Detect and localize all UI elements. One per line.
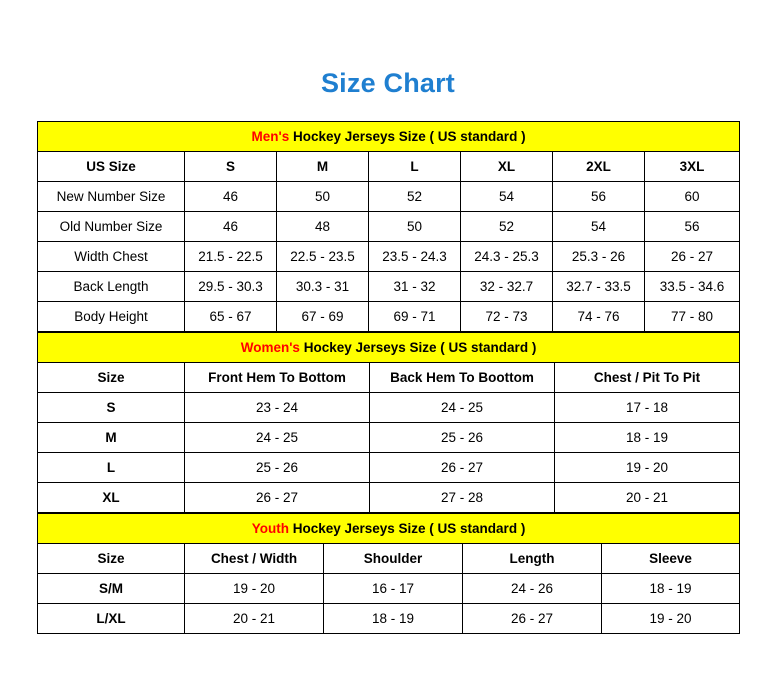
mens-row-1-val-2: 50 — [369, 212, 461, 242]
mens-section-header-cell — [38, 122, 740, 152]
page-title: Size Chart — [320, 68, 456, 98]
mens-row-2-val-1: 22.5 - 23.5 — [277, 242, 369, 272]
mens-row-3-val-0: 29.5 - 30.3 — [185, 272, 277, 302]
youth-row-0-label: S/M — [38, 574, 185, 604]
table-row — [38, 453, 740, 483]
youth-row-0-val-3: 18 - 19 — [602, 574, 740, 604]
mens-row-2-val-3: 24.3 - 25.3 — [461, 242, 553, 272]
womens-row-1-val-2: 18 - 19 — [555, 423, 740, 453]
womens-column-headers — [38, 363, 740, 393]
mens-row-0-label: New Number Size — [38, 182, 185, 212]
mens-row-0-val-2: 52 — [369, 182, 461, 212]
womens-row-2-label: L — [38, 453, 185, 483]
youth-section-header-cell — [38, 514, 740, 544]
table-row — [38, 182, 740, 212]
mens-col-6: 3XL — [645, 152, 740, 182]
womens-header-accent: Women's — [240, 340, 300, 355]
mens-row-4-val-2: 69 - 71 — [369, 302, 461, 332]
womens-row-2-val-1: 26 - 27 — [370, 453, 555, 483]
mens-row-2-val-4: 25.3 - 26 — [553, 242, 645, 272]
mens-col-1: S — [185, 152, 277, 182]
mens-size-table — [37, 121, 740, 332]
mens-row-2-val-2: 23.5 - 24.3 — [369, 242, 461, 272]
womens-size-table — [37, 332, 740, 513]
mens-row-3-val-3: 32 - 32.7 — [461, 272, 553, 302]
mens-row-1-val-5: 56 — [645, 212, 740, 242]
womens-col-2: Back Hem To Boottom — [370, 363, 555, 393]
womens-section-header-cell — [38, 333, 740, 363]
mens-header-rest: Hockey Jerseys Size ( US standard ) — [289, 129, 526, 144]
mens-row-1-val-3: 52 — [461, 212, 553, 242]
mens-col-2: M — [277, 152, 369, 182]
womens-row-0-val-0: 23 - 24 — [185, 393, 370, 423]
table-row — [38, 604, 740, 634]
table-row — [38, 393, 740, 423]
table-row — [38, 302, 740, 332]
womens-row-1-val-1: 25 - 26 — [370, 423, 555, 453]
womens-section-header — [38, 333, 740, 363]
youth-row-0-val-0: 19 - 20 — [185, 574, 324, 604]
womens-row-0-val-1: 24 - 25 — [370, 393, 555, 423]
mens-header-accent: Men's — [251, 129, 290, 144]
youth-row-0-val-2: 24 - 26 — [463, 574, 602, 604]
womens-row-3-val-2: 20 - 21 — [555, 483, 740, 513]
table-row — [38, 212, 740, 242]
youth-column-headers — [38, 544, 740, 574]
womens-col-0: Size — [38, 363, 185, 393]
mens-row-4-val-5: 77 - 80 — [645, 302, 740, 332]
womens-row-0-val-2: 17 - 18 — [555, 393, 740, 423]
womens-row-3-val-0: 26 - 27 — [185, 483, 370, 513]
mens-row-4-val-1: 67 - 69 — [277, 302, 369, 332]
mens-row-2-label: Width Chest — [38, 242, 185, 272]
womens-row-2-val-0: 25 - 26 — [185, 453, 370, 483]
mens-row-3-label: Back Length — [38, 272, 185, 302]
youth-col-2: Shoulder — [324, 544, 463, 574]
mens-row-3-val-5: 33.5 - 34.6 — [645, 272, 740, 302]
mens-row-0-val-0: 46 — [185, 182, 277, 212]
mens-row-0-val-4: 56 — [553, 182, 645, 212]
mens-col-5: 2XL — [553, 152, 645, 182]
mens-col-4: XL — [461, 152, 553, 182]
mens-row-1-label: Old Number Size — [38, 212, 185, 242]
youth-section-header — [38, 514, 740, 544]
mens-row-3-val-2: 31 - 32 — [369, 272, 461, 302]
mens-section-header — [38, 122, 740, 152]
youth-header-accent: Youth — [251, 521, 289, 536]
womens-row-1-val-0: 24 - 25 — [185, 423, 370, 453]
womens-col-3: Chest / Pit To Pit — [555, 363, 740, 393]
womens-row-1-label: M — [38, 423, 185, 453]
womens-col-1: Front Hem To Bottom — [185, 363, 370, 393]
mens-row-0-val-1: 50 — [277, 182, 369, 212]
youth-row-1-val-3: 19 - 20 — [602, 604, 740, 634]
mens-row-4-val-3: 72 - 73 — [461, 302, 553, 332]
youth-header-rest: Hockey Jerseys Size ( US standard ) — [288, 521, 526, 536]
mens-row-4-label: Body Height — [38, 302, 185, 332]
mens-row-1-val-0: 46 — [185, 212, 277, 242]
youth-col-1: Chest / Width — [185, 544, 324, 574]
womens-row-2-val-2: 19 - 20 — [555, 453, 740, 483]
mens-col-0: US Size — [38, 152, 185, 182]
youth-row-1-val-2: 26 - 27 — [463, 604, 602, 634]
mens-row-0-val-3: 54 — [461, 182, 553, 212]
youth-col-3: Length — [463, 544, 602, 574]
mens-row-1-val-4: 54 — [553, 212, 645, 242]
table-row — [38, 423, 740, 453]
youth-col-0: Size — [38, 544, 185, 574]
youth-row-0-val-1: 16 - 17 — [324, 574, 463, 604]
table-row — [38, 272, 740, 302]
womens-row-0-label: S — [38, 393, 185, 423]
mens-column-headers — [38, 152, 740, 182]
youth-col-4: Sleeve — [602, 544, 740, 574]
mens-row-2-val-0: 21.5 - 22.5 — [185, 242, 277, 272]
mens-row-3-val-4: 32.7 - 33.5 — [553, 272, 645, 302]
mens-row-1-val-1: 48 — [277, 212, 369, 242]
womens-header-rest: Hockey Jerseys Size ( US standard ) — [299, 340, 537, 355]
womens-row-3-val-1: 27 - 28 — [370, 483, 555, 513]
size-tables — [37, 121, 739, 634]
mens-row-4-val-4: 74 - 76 — [553, 302, 645, 332]
mens-row-2-val-5: 26 - 27 — [645, 242, 740, 272]
table-row — [38, 483, 740, 513]
youth-row-1-label: L/XL — [38, 604, 185, 634]
youth-size-table — [37, 513, 740, 634]
mens-row-0-val-5: 60 — [645, 182, 740, 212]
womens-row-3-label: XL — [38, 483, 185, 513]
table-row — [38, 574, 740, 604]
mens-row-3-val-1: 30.3 - 31 — [277, 272, 369, 302]
table-row — [38, 242, 740, 272]
youth-row-1-val-1: 18 - 19 — [324, 604, 463, 634]
youth-row-1-val-0: 20 - 21 — [185, 604, 324, 634]
mens-col-3: L — [369, 152, 461, 182]
mens-row-4-val-0: 65 - 67 — [185, 302, 277, 332]
